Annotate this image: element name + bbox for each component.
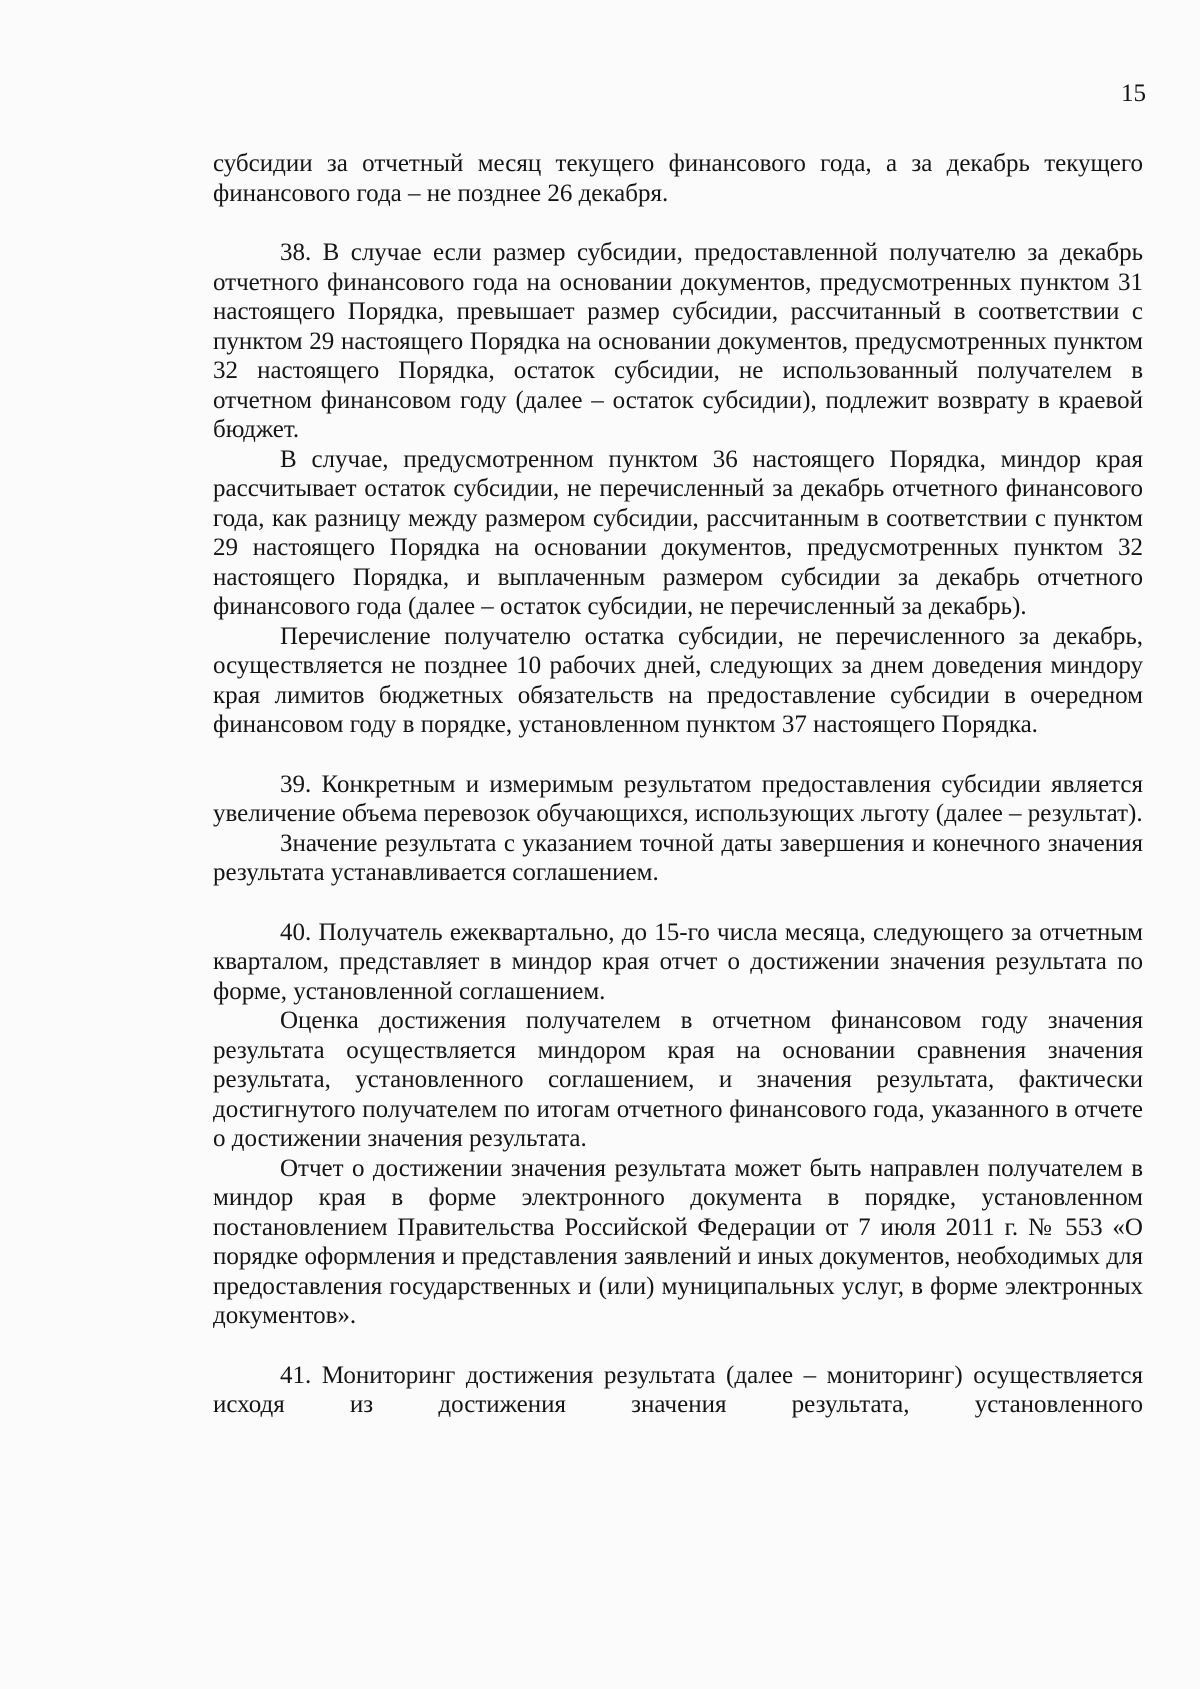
document-body bbox=[213, 149, 1143, 1420]
paragraph-41: 41. Мониторинг достижения результата (далее – мониторинг) осуществляется исходя из достижения значения результата, установленного bbox=[213, 1361, 1143, 1418]
paragraph-39-clause-2: Значение результата с указанием точной даты завершения и конечного значения результата устанавливается соглашением. bbox=[213, 829, 1143, 886]
paragraph-39: 39. Конкретным и измеримым результатом предоставления субсидии является увеличение объема перевозок обучающихся, использующих льготу (далее – результат). bbox=[213, 770, 1143, 827]
paragraph-40-clause-3: Отчет о достижении значения результата может быть направлен получателем в миндор края в форме электронного документа в порядке, установленном постановлением Правительства Российской Федерации от 7 июля 2011 г. № 553 «О порядке оформления и представления заявлений и иных документов, необходимых для предоставления государственных и (или) муниципальных услуг, в форме электронных документов». bbox=[213, 1154, 1143, 1329]
paragraph-38-clause-3: Перечисление получателю остатка субсидии, не перечисленного за декабрь, осуществляется не позднее 10 рабочих дней, следующих за днем доведения миндору края лимитов бюджетных обязательств на предоставление субсидии в очередном финансовом году в порядке, установленном пунктом 37 настоящего Порядка. bbox=[213, 622, 1143, 738]
paragraph-40: 40. Получатель ежеквартально, до 15-го числа месяца, следующего за отчетным кварталом, представляет в миндор края отчет о достижении значения результата по форме, установленной соглашением. bbox=[213, 918, 1143, 1005]
paragraph-38: 38. В случае если размер субсидии, предоставленной получателю за декабрь отчетного финансового года на основании документов, предусмотренных пунктом 31 настоящего Порядка, превышает размер субсидии, рассчитанный в соответствии с пунктом 29 настоящего Порядка на основании документов, предусмотренных пунктом 32 настоящего Порядка, остаток субсидии, не использованный получателем в отчетном финансовом году (далее – остаток субсидии), подлежит возврату в краевой бюджет. bbox=[213, 239, 1143, 443]
page-number: 15 bbox=[1121, 80, 1146, 107]
paragraph-38-clause-2: В случае, предусмотренном пунктом 36 настоящего Порядка, миндор края рассчитывает остаток субсидии, не перечисленный за декабрь отчетного финансового года, как разницу между размером субсидии, рассчитанным в соответствии с пунктом 29 настоящего Порядка на основании документов, предусмотренных пунктом 32 настоящего Порядка, и выплаченным размером субсидии за декабрь отчетного финансового года (далее – остаток субсидии, не перечисленный за декабрь). bbox=[213, 445, 1143, 620]
paragraph-continuation: субсидии за отчетный месяц текущего финансового года, а за декабрь текущего финансового года – не позднее 26 декабря. bbox=[213, 150, 1143, 207]
paragraph-40-clause-2: Оценка достижения получателем в отчетном финансовом году значения результата осуществляется миндором края на основании сравнения значения результата, установленного соглашением, и значения результата, фактически достигнутого получателем по итогам отчетного финансового года, указанного в отчете о достижении значения результата. bbox=[213, 1007, 1143, 1152]
